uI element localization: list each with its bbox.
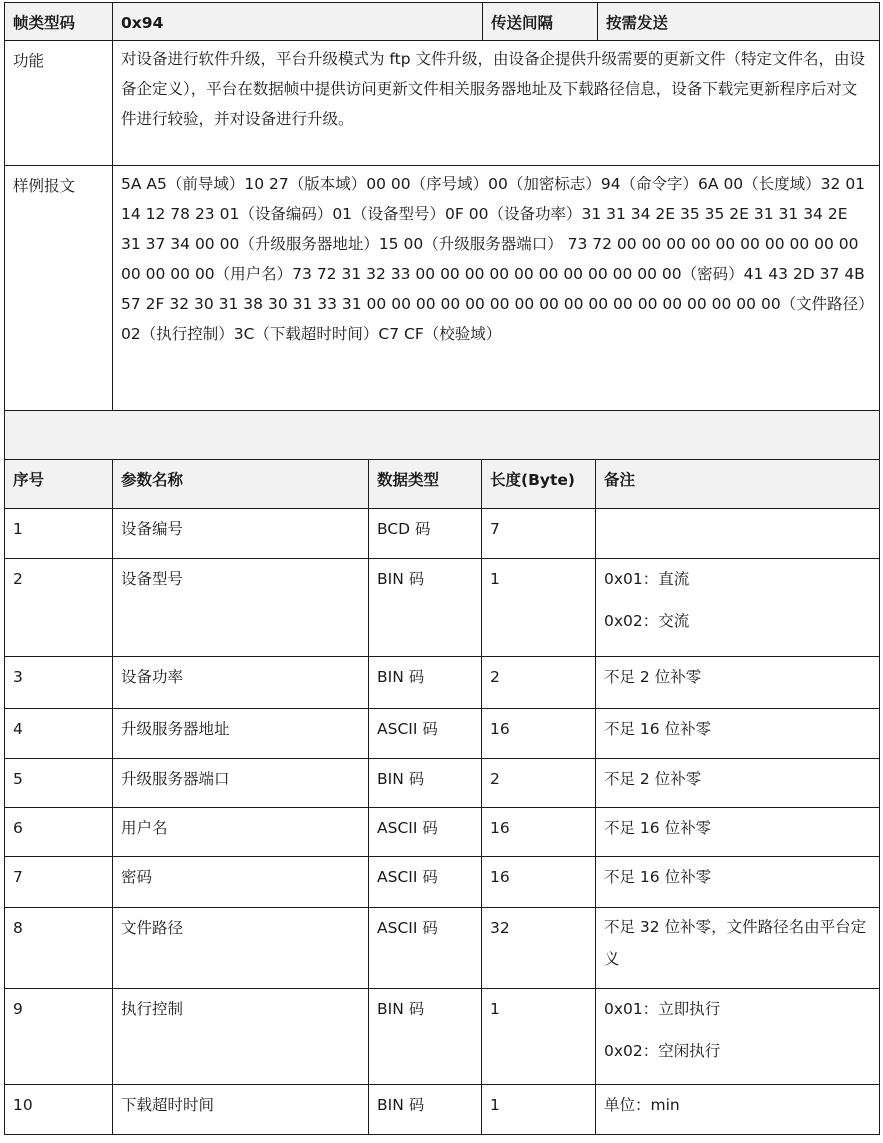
- row-no: 5: [5, 759, 113, 807]
- row-length: 1: [482, 1085, 596, 1134]
- row-notes: 不足 2 位补零: [604, 770, 702, 788]
- table-row: [4, 908, 880, 989]
- row-data-type: BIN 码: [369, 559, 482, 656]
- row-param-name: 密码: [113, 857, 369, 907]
- protocol-document: [4, 2, 880, 1135]
- row-no: 1: [5, 509, 113, 558]
- row-notes: [596, 989, 879, 1084]
- row-length: 16: [482, 709, 596, 758]
- row-length: 16: [482, 857, 596, 907]
- note-line: 0x01：直流: [604, 570, 690, 588]
- row-param-name: 升级服务器端口: [113, 759, 369, 807]
- row-param-name: 设备型号: [113, 559, 369, 656]
- row-notes: [596, 509, 879, 558]
- row-length: 2: [482, 759, 596, 807]
- row-length: 32: [482, 908, 596, 988]
- row-data-type: ASCII 码: [369, 857, 482, 907]
- table-row: [4, 808, 880, 857]
- row-no: 2: [5, 559, 113, 656]
- column-header-name: 参数名称: [113, 460, 369, 508]
- row-no: 3: [5, 657, 113, 708]
- row-no: 9: [5, 989, 113, 1084]
- row-param-name: 下载超时时间: [113, 1085, 369, 1134]
- row-notes: 单位：min: [604, 1096, 680, 1114]
- row-length: 1: [482, 559, 596, 656]
- column-header-no: 序号: [5, 460, 113, 508]
- row-notes: 不足 16 位补零: [604, 819, 712, 837]
- note-line: 0x01：立即执行: [604, 1000, 721, 1018]
- table-row: [4, 559, 880, 657]
- row-data-type: BCD 码: [369, 509, 482, 558]
- function-description: 对设备进行软件升级，平台升级模式为 ftp 文件升级，由设备企提供升级需要的更新文件（特定文件名，由设备企定义），平台在数据帧中提供访问更新文件相关服务器地址及下载路径信息，设备下载完更新程序后对文件进行较验，并对设备进行升级。: [121, 50, 865, 128]
- note-line: 0x02：空闲执行: [604, 1042, 721, 1060]
- row-notes: 不足 2 位补零: [604, 668, 702, 686]
- column-header-notes: 备注: [604, 471, 636, 489]
- row-data-type: ASCII 码: [369, 908, 482, 988]
- row-notes: 不足 32 位补零，文件路径名由平台定义: [604, 918, 867, 968]
- spacer-row: [4, 411, 880, 460]
- frame-header-row: [4, 2, 880, 41]
- frame-type-value: 0x94: [113, 3, 483, 40]
- column-header-type: 数据类型: [369, 460, 482, 508]
- row-no: 8: [5, 908, 113, 988]
- row-no: 7: [5, 857, 113, 907]
- sample-message-row: [4, 166, 880, 411]
- row-param-name: 文件路径: [113, 908, 369, 988]
- table-row: [4, 509, 880, 559]
- row-notes: 不足 16 位补零: [604, 868, 712, 886]
- function-label: 功能: [5, 41, 113, 165]
- table-header-row: [4, 460, 880, 509]
- row-data-type: ASCII 码: [369, 709, 482, 758]
- row-no: 6: [5, 808, 113, 856]
- sample-message-text: 5A A5（前导域）10 27（版本域）00 00（序号域）00（加密标志）94（命令字）6A 00（长度域）32 01 14 12 78 23 01（设备编码）01（设备型号）0F 00（设备功率）31 31 34 2E 35 35 2E 31 31 34 2E 31 37 34 00 00（升级服务器地址）15 00（升级服务器端口） 73 72 00 00 00 00 00 00 00 00 00 00 00 00 00 00（用户名）73 72 31 32 33 00 00 00 00 00 00 00 00 00 00 00（密码）41 43 2D 37 4B 57 2F 32 30 31 38 30 31 33 31 00 00 00 00 00 00 00 00 00 00 00 00 00 00 00 00 00（文件路径）02（执行控制）3C（下载超时时间）C7 CF（校验域）: [121, 175, 866, 343]
- transfer-interval-label: 传送间隔: [483, 3, 598, 40]
- table-row: [4, 1085, 880, 1135]
- row-param-name: 执行控制: [113, 989, 369, 1084]
- row-data-type: ASCII 码: [369, 808, 482, 856]
- table-row: [4, 989, 880, 1085]
- row-data-type: BIN 码: [369, 657, 482, 708]
- row-data-type: BIN 码: [369, 989, 482, 1084]
- note-line: 0x02：交流: [604, 612, 690, 630]
- transfer-interval-value: 按需发送: [606, 14, 669, 32]
- row-length: 16: [482, 808, 596, 856]
- row-no: 10: [5, 1085, 113, 1134]
- row-notes: [596, 559, 879, 656]
- row-no: 4: [5, 709, 113, 758]
- table-row: [4, 759, 880, 808]
- row-param-name: 设备编号: [113, 509, 369, 558]
- row-notes: 不足 16 位补零: [604, 720, 712, 738]
- row-length: 7: [482, 509, 596, 558]
- table-row: [4, 857, 880, 908]
- sample-message-label: 样例报文: [5, 166, 113, 410]
- table-row: [4, 709, 880, 759]
- function-row: [4, 41, 880, 166]
- row-length: 1: [482, 989, 596, 1084]
- column-header-length: 长度(Byte): [482, 460, 596, 508]
- row-param-name: 用户名: [113, 808, 369, 856]
- frame-type-label: 帧类型码: [5, 3, 113, 40]
- table-row: [4, 657, 880, 709]
- row-param-name: 设备功率: [113, 657, 369, 708]
- row-param-name: 升级服务器地址: [113, 709, 369, 758]
- row-data-type: BIN 码: [369, 759, 482, 807]
- row-length: 2: [482, 657, 596, 708]
- row-data-type: BIN 码: [369, 1085, 482, 1134]
